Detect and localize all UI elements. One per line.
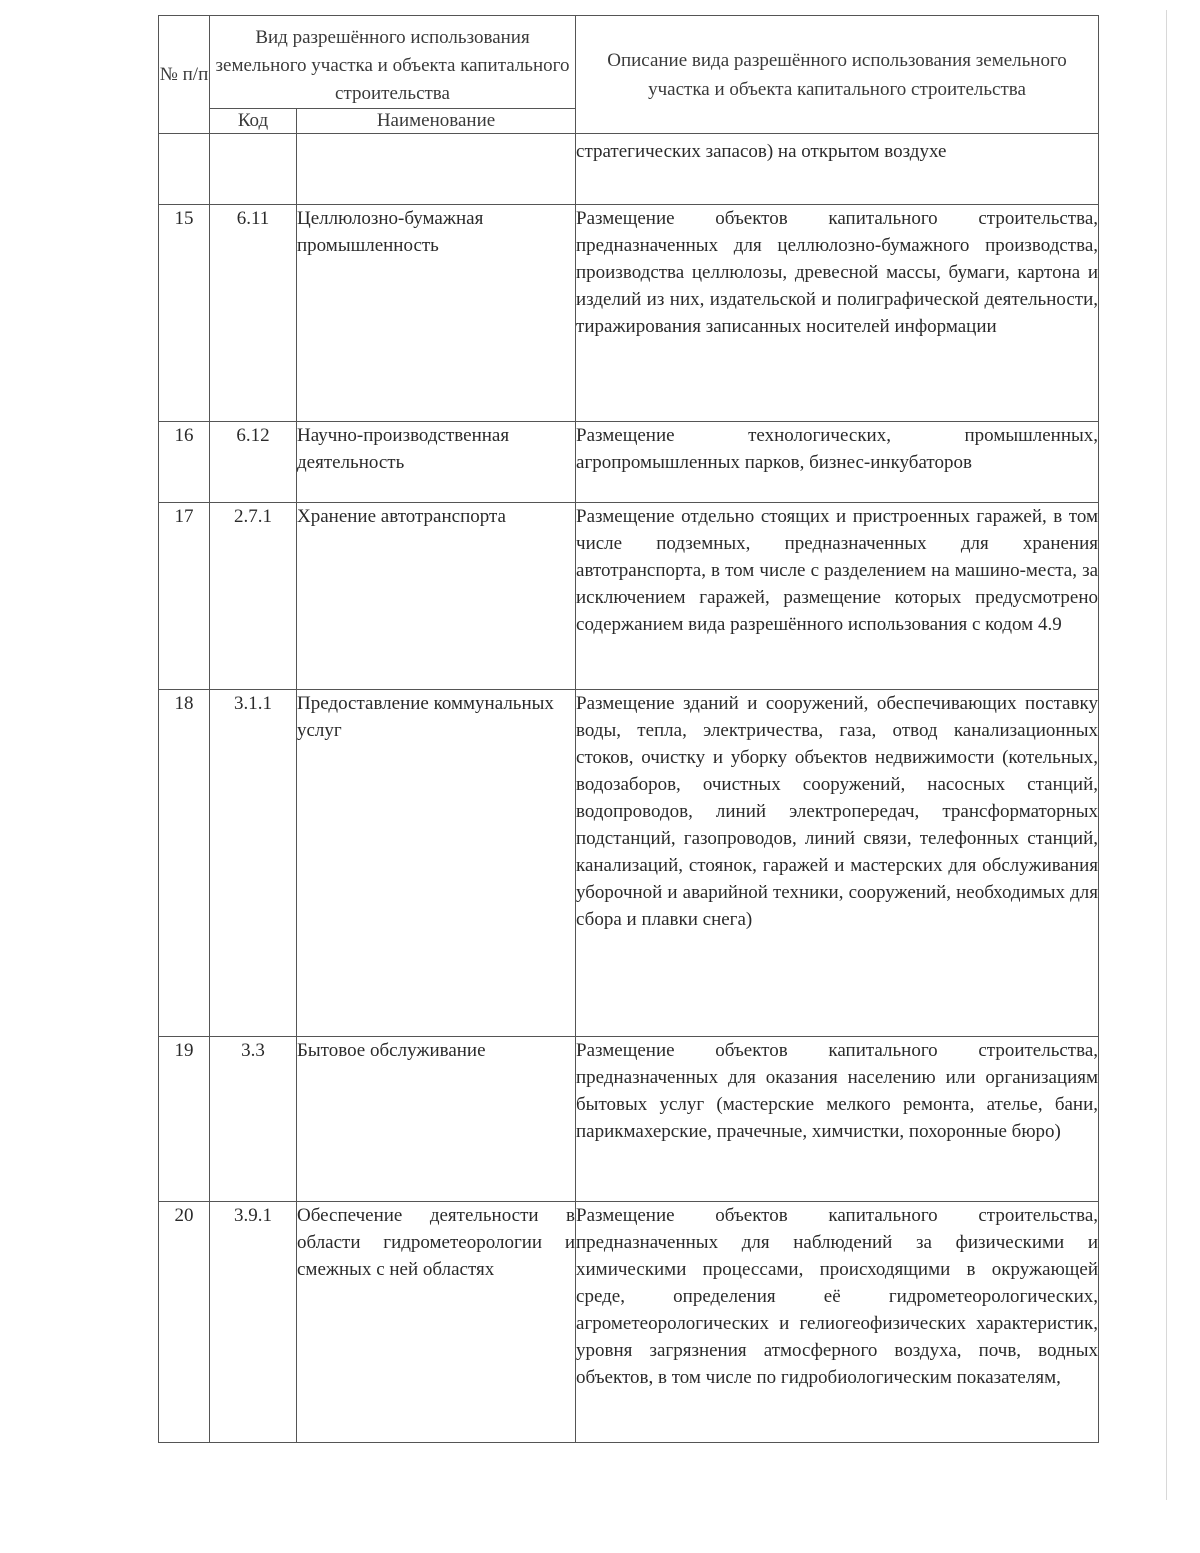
number-header: № п/п [159, 16, 210, 134]
row-description-cell: Размещение объектов капитального строительства, предназначенных для оказания населению или организациям бытовых услуг (мастерские мелкого ремонта, ателье, бани, парикмахерские, прачечные, химчистки, похоронные бюро) [576, 1037, 1099, 1202]
row-name-cell: Обеспечение деятельности в области гидрометеорологии и смежных с ней областях [297, 1202, 576, 1443]
table-row [159, 690, 1099, 1037]
table-row-continuation [159, 134, 1099, 205]
row-name-cell: Хранение автотранспорта [297, 503, 576, 690]
row-name-cell: Предоставление коммунальных услуг [297, 690, 576, 1037]
row-number-cell: 18 [159, 690, 210, 1037]
row-name-cell [297, 134, 576, 205]
row-number-cell: 17 [159, 503, 210, 690]
table-row [159, 503, 1099, 690]
land-use-type-header: Вид разрешённого использования земельного участка и объекта капитального строительства [210, 16, 576, 109]
code-header: Код [210, 109, 297, 134]
row-description-cell: Размещение зданий и сооружений, обеспечивающих поставку воды, тепла, электричества, газа, отвод канализационных стоков, очистку и уборку объектов недвижимости (котельных, водозаборов, очистных сооружений, насосных станций, водопроводов, линий электропередач, трансформаторных подстанций, газопроводов, линий связи, телефонных станций, канализаций, стоянок, гаражей и мастерских для обслуживания уборочной и аварийной техники, сооружений, необходимых для сбора и плавки снега) [576, 690, 1099, 1037]
row-name-cell: Научно-производственная деятельность [297, 422, 576, 503]
row-name-cell: Бытовое обслуживание [297, 1037, 576, 1202]
row-number-cell: 19 [159, 1037, 210, 1202]
table-row [159, 205, 1099, 422]
table-row [159, 1037, 1099, 1202]
table-row [159, 1202, 1099, 1443]
row-name-cell: Целлюлозно-бумажная промышленность [297, 205, 576, 422]
row-description-cell: Размещение объектов капитального строительства, предназначенных для наблюдений за физическими и химическими процессами, происходящими в окружающей среде, определения её гидрометеорологических, агрометеорологических и гелиогеофизических характеристик, уровня загрязнения атмосферного воздуха, почв, водных объектов, в том числе по гидробиологическим показателям, [576, 1202, 1099, 1443]
row-description-cell: Размещение объектов капитального строительства, предназначенных для целлюлозно-бумажного производства, производства целлюлозы, древесной массы, бумаги, картона и изделий из них, издательской и полиграфической деятельности, тиражирования записанных носителей информации [576, 205, 1099, 422]
scan-edge-line [1166, 10, 1167, 1500]
row-code-cell: 3.1.1 [210, 690, 297, 1037]
table-row [159, 422, 1099, 503]
row-code-cell: 6.11 [210, 205, 297, 422]
row-code-cell: 3.3 [210, 1037, 297, 1202]
description-header: Описание вида разрешённого использования земельного участка и объекта капитального строительства [576, 16, 1099, 134]
row-code-cell: 3.9.1 [210, 1202, 297, 1443]
row-number-cell: 15 [159, 205, 210, 422]
row-code-cell: 2.7.1 [210, 503, 297, 690]
row-code-cell [210, 134, 297, 205]
row-description-cell: Размещение отдельно стоящих и пристроенных гаражей, в том числе подземных, предназначенных для хранения автотранспорта, в том числе с разделением на машино-места, за исключением гаражей, размещение которых предусмотрено содержанием вида разрешённого использования с кодом 4.9 [576, 503, 1099, 690]
row-description-cell: Размещение технологических, промышленных, агропромышленных парков, бизнес-инкубаторов [576, 422, 1099, 503]
row-number-cell [159, 134, 210, 205]
land-use-table [158, 15, 1099, 1443]
row-description-cell: стратегических запасов) на открытом воздухе [576, 134, 1099, 205]
row-code-cell: 6.12 [210, 422, 297, 503]
row-number-cell: 20 [159, 1202, 210, 1443]
row-number-cell: 16 [159, 422, 210, 503]
table-header [159, 16, 1099, 134]
name-header: Наименование [297, 109, 576, 134]
